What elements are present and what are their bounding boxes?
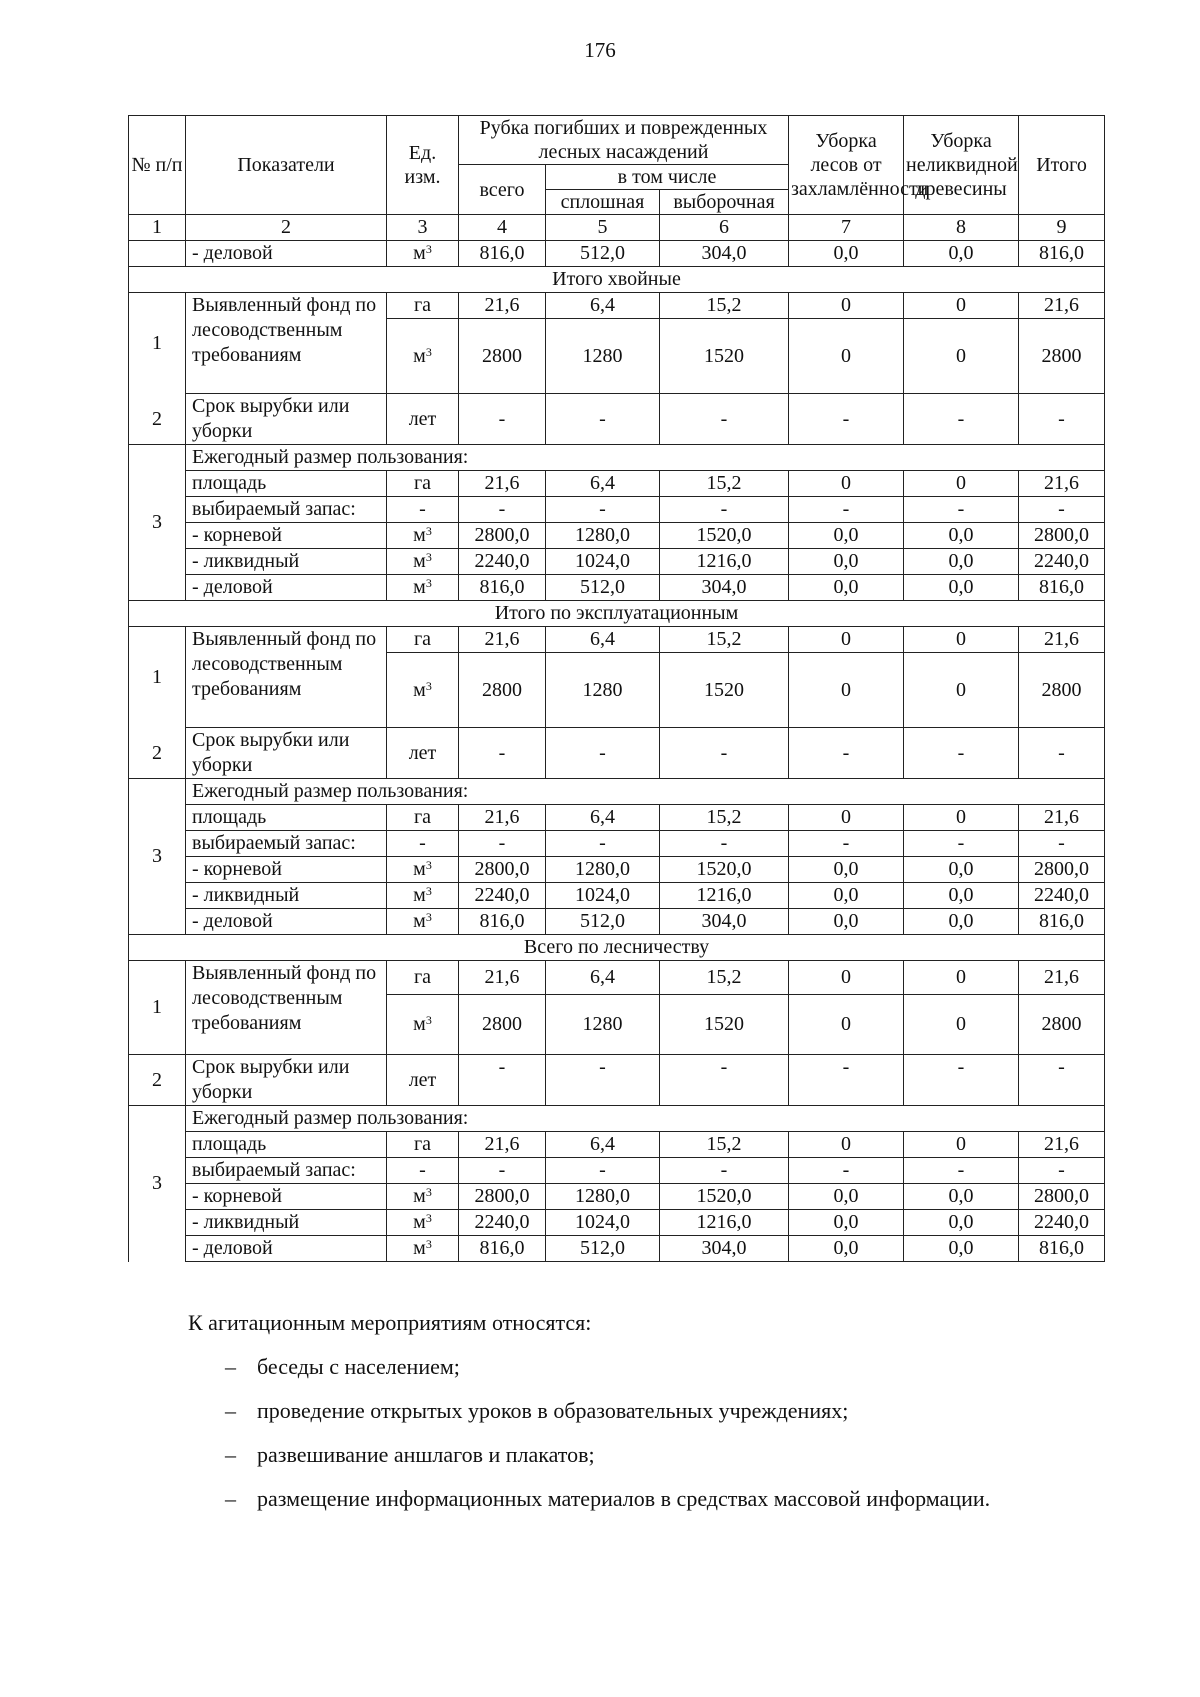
- table-row: [129, 1106, 1105, 1132]
- table-row: [129, 293, 1105, 319]
- forest-use-table: [128, 115, 1105, 1262]
- value-cell: 0: [904, 805, 1019, 831]
- col-num: 9: [1019, 215, 1105, 241]
- section-title: Итого по эксплуатационным: [129, 601, 1105, 627]
- value-cell: 15,2: [660, 961, 789, 995]
- list-item: – размещение информационных материалов в средствах массовой информации.: [225, 1486, 991, 1511]
- value-cell: 15,2: [660, 1132, 789, 1158]
- row-label: выбираемый запас:: [186, 1158, 387, 1184]
- unit-cell: лет: [387, 1055, 459, 1106]
- value-cell: 1520,0: [660, 523, 789, 549]
- value-cell: 304,0: [660, 1236, 789, 1262]
- value-cell: 2240,0: [1019, 549, 1105, 575]
- value-cell: 21,6: [1019, 471, 1105, 497]
- value-cell: 21,6: [459, 961, 546, 995]
- value-cell: 6,4: [546, 961, 660, 995]
- table-row: [129, 805, 1105, 831]
- value-cell: -: [904, 1055, 1019, 1106]
- value-cell: 0: [789, 995, 904, 1055]
- unit-cell: $м^3$: [387, 1236, 459, 1262]
- unit-cell: лет: [387, 728, 459, 779]
- row-number: [129, 293, 186, 445]
- table-row: [129, 1158, 1105, 1184]
- row-label: Срок вырубки или уборки: [186, 728, 387, 779]
- row-label: площадь: [186, 471, 387, 497]
- value-cell: -: [660, 728, 789, 779]
- row-number: 2: [152, 742, 162, 764]
- value-cell: -: [660, 394, 789, 445]
- row-number: 3: [129, 1106, 186, 1262]
- value-cell: 1280,0: [546, 857, 660, 883]
- value-cell: -: [546, 497, 660, 523]
- table-row: [129, 857, 1105, 883]
- value-cell: 6,4: [546, 471, 660, 497]
- header-clear: сплошная: [546, 190, 660, 215]
- value-cell: 304,0: [660, 909, 789, 935]
- unit-cell: га: [387, 805, 459, 831]
- value-cell: 0: [789, 627, 904, 653]
- value-cell: -: [1019, 1055, 1105, 1106]
- value-cell: 2240,0: [459, 1210, 546, 1236]
- unit-cell: га: [387, 1132, 459, 1158]
- row-label: - деловой: [186, 1236, 387, 1262]
- row-label: - деловой: [186, 575, 387, 601]
- value-cell: -: [660, 1158, 789, 1184]
- value-cell: 6,4: [546, 293, 660, 319]
- table-row: [129, 779, 1105, 805]
- value-cell: -: [904, 831, 1019, 857]
- value-cell: 816,0: [459, 575, 546, 601]
- value-cell: -: [546, 394, 660, 445]
- table-row: [129, 1184, 1105, 1210]
- col-num: 7: [789, 215, 904, 241]
- unit-cell: лет: [387, 394, 459, 445]
- value-cell: 816,0: [1019, 575, 1105, 601]
- value-cell: 0,0: [789, 1236, 904, 1262]
- unit-cell: $м^3$: [387, 857, 459, 883]
- value-cell: 1280,0: [546, 1184, 660, 1210]
- value-cell: 0,0: [904, 883, 1019, 909]
- value-cell: 6,4: [546, 627, 660, 653]
- header-unit: Ед. изм.: [387, 116, 459, 215]
- value-cell: 0: [789, 653, 904, 728]
- value-cell: -: [660, 497, 789, 523]
- value-cell: 1280: [546, 995, 660, 1055]
- value-cell: -: [789, 831, 904, 857]
- value-cell: 0,0: [904, 857, 1019, 883]
- value-cell: 15,2: [660, 805, 789, 831]
- value-cell: 21,6: [459, 1132, 546, 1158]
- table-row: [129, 728, 1105, 779]
- section-row: [129, 601, 1105, 627]
- value-cell: 21,6: [1019, 805, 1105, 831]
- value-cell: -: [660, 831, 789, 857]
- bullet-list: [225, 1352, 990, 1528]
- table-row: [129, 1210, 1105, 1236]
- value-cell: 1216,0: [660, 883, 789, 909]
- section-row: [129, 267, 1105, 293]
- header-cleanup: Уборка лесов от захламлённости: [789, 116, 904, 215]
- value-cell: 1520: [660, 995, 789, 1055]
- unit-cell: $м^3$: [387, 653, 459, 728]
- value-cell: 2240,0: [1019, 883, 1105, 909]
- unit-cell: га: [387, 471, 459, 497]
- value-cell: 0,0: [789, 883, 904, 909]
- value-cell: -: [789, 497, 904, 523]
- value-cell: 0: [789, 805, 904, 831]
- value-cell: 304,0: [660, 241, 789, 267]
- row-label: Ежегодный размер пользования:: [186, 1106, 1105, 1132]
- header-felling: Рубка погибших и поврежденных лесных насаждений: [459, 116, 789, 165]
- value-cell: 0,0: [904, 909, 1019, 935]
- value-cell: -: [1019, 1158, 1105, 1184]
- value-cell: 1520: [660, 653, 789, 728]
- table-row: [129, 445, 1105, 471]
- row-label: выбираемый запас:: [186, 831, 387, 857]
- unit-cell: $м^3$: [387, 883, 459, 909]
- row-label: - деловой: [186, 241, 387, 267]
- value-cell: 15,2: [660, 627, 789, 653]
- row-label: Выявленный фонд по лесоводственным требованиям: [186, 293, 387, 394]
- table-row: [129, 497, 1105, 523]
- value-cell: -: [459, 1055, 546, 1106]
- value-cell: 21,6: [459, 805, 546, 831]
- list-item: – развешивание аншлагов и плакатов;: [225, 1442, 595, 1467]
- value-cell: -: [904, 1158, 1019, 1184]
- value-cell: 21,6: [1019, 293, 1105, 319]
- section-title: Итого хвойные: [129, 267, 1105, 293]
- value-cell: 1024,0: [546, 549, 660, 575]
- column-numbers-row: [129, 215, 1105, 241]
- row-label: Ежегодный размер пользования:: [186, 779, 1105, 805]
- table-row: [129, 883, 1105, 909]
- value-cell: 1520,0: [660, 857, 789, 883]
- value-cell: 21,6: [1019, 961, 1105, 995]
- row-number: 3: [129, 779, 186, 935]
- value-cell: 2800,0: [1019, 1184, 1105, 1210]
- row-number: 1: [152, 332, 162, 354]
- value-cell: 0,0: [904, 1184, 1019, 1210]
- value-cell: 816,0: [459, 241, 546, 267]
- unit-cell: $м^3$: [387, 241, 459, 267]
- value-cell: 0,0: [904, 241, 1019, 267]
- value-cell: 2800: [1019, 653, 1105, 728]
- row-label: Срок вырубки или уборки: [186, 394, 387, 445]
- value-cell: 1280: [546, 653, 660, 728]
- value-cell: 6,4: [546, 1132, 660, 1158]
- value-cell: 15,2: [660, 293, 789, 319]
- row-label: - деловой: [186, 909, 387, 935]
- col-num: 1: [129, 215, 186, 241]
- row-number: 1: [129, 961, 186, 1055]
- value-cell: 21,6: [1019, 1132, 1105, 1158]
- value-cell: -: [1019, 728, 1105, 779]
- value-cell: 2240,0: [459, 883, 546, 909]
- row-label: - корневой: [186, 1184, 387, 1210]
- table-row: [129, 241, 1105, 267]
- unit-cell: $м^3$: [387, 319, 459, 394]
- row-number: [129, 627, 186, 779]
- value-cell: 0,0: [789, 909, 904, 935]
- table-row: [129, 575, 1105, 601]
- header-indicators: Показатели: [186, 116, 387, 215]
- row-label: Срок вырубки или уборки: [186, 1055, 387, 1106]
- value-cell: 0: [789, 471, 904, 497]
- value-cell: 0: [904, 961, 1019, 995]
- header-itogo: Итого: [1019, 116, 1105, 215]
- value-cell: 0: [904, 319, 1019, 394]
- header-total: всего: [459, 165, 546, 215]
- value-cell: -: [789, 728, 904, 779]
- col-num: 5: [546, 215, 660, 241]
- row-label: Ежегодный размер пользования:: [186, 445, 1105, 471]
- value-cell: 0: [904, 1132, 1019, 1158]
- value-cell: 1024,0: [546, 1210, 660, 1236]
- row-label: - корневой: [186, 857, 387, 883]
- value-cell: 2800,0: [459, 857, 546, 883]
- value-cell: 0: [789, 319, 904, 394]
- row-label: - ликвидный: [186, 1210, 387, 1236]
- header-including: в том числе: [546, 165, 789, 190]
- value-cell: -: [904, 394, 1019, 445]
- value-cell: 0,0: [789, 857, 904, 883]
- value-cell: 0,0: [789, 549, 904, 575]
- value-cell: 21,6: [459, 627, 546, 653]
- list-item: – проведение открытых уроков в образовательных учреждениях;: [225, 1398, 849, 1423]
- value-cell: 0: [904, 653, 1019, 728]
- value-cell: -: [546, 1055, 660, 1106]
- value-cell: 0: [904, 627, 1019, 653]
- col-num: 8: [904, 215, 1019, 241]
- value-cell: 0: [904, 471, 1019, 497]
- value-cell: 1520: [660, 319, 789, 394]
- value-cell: -: [387, 497, 459, 523]
- value-cell: 15,2: [660, 471, 789, 497]
- col-num: 6: [660, 215, 789, 241]
- table-row: [129, 1055, 1105, 1106]
- row-number: 2: [129, 1055, 186, 1106]
- header-illiquid: Уборка неликвидной древесины: [904, 116, 1019, 215]
- value-cell: 1216,0: [660, 1210, 789, 1236]
- table-row: [129, 549, 1105, 575]
- unit-cell: $м^3$: [387, 549, 459, 575]
- list-item: – беседы с населением;: [225, 1354, 460, 1379]
- table-row: [129, 1132, 1105, 1158]
- unit-cell: $м^3$: [387, 995, 459, 1055]
- row-label: выбираемый запас:: [186, 497, 387, 523]
- value-cell: -: [789, 1158, 904, 1184]
- value-cell: -: [459, 497, 546, 523]
- table-row: [129, 961, 1105, 995]
- value-cell: 2800,0: [1019, 523, 1105, 549]
- paragraph: К агитационным мероприятиям относятся:: [188, 1310, 592, 1335]
- value-cell: -: [546, 831, 660, 857]
- value-cell: -: [1019, 831, 1105, 857]
- value-cell: 0,0: [789, 523, 904, 549]
- col-num: 3: [387, 215, 459, 241]
- value-cell: 2800,0: [459, 1184, 546, 1210]
- value-cell: 2800: [459, 653, 546, 728]
- value-cell: 2800,0: [1019, 857, 1105, 883]
- unit-cell: $м^3$: [387, 1210, 459, 1236]
- value-cell: -: [546, 728, 660, 779]
- value-cell: 2800: [459, 995, 546, 1055]
- value-cell: 1280,0: [546, 523, 660, 549]
- col-num: 2: [186, 215, 387, 241]
- section-title: Всего по лесничеству: [129, 935, 1105, 961]
- value-cell: 0,0: [789, 575, 904, 601]
- value-cell: 21,6: [459, 293, 546, 319]
- value-cell: 0: [789, 1132, 904, 1158]
- value-cell: 2800: [1019, 995, 1105, 1055]
- row-label: Выявленный фонд по лесоводственным требованиям: [186, 627, 387, 728]
- value-cell: 6,4: [546, 805, 660, 831]
- unit-cell: $м^3$: [387, 523, 459, 549]
- row-number: 1: [152, 666, 162, 688]
- value-cell: -: [789, 394, 904, 445]
- value-cell: 2800,0: [459, 523, 546, 549]
- table-row: [129, 1236, 1105, 1262]
- value-cell: -: [904, 728, 1019, 779]
- value-cell: -: [660, 1055, 789, 1106]
- value-cell: 0,0: [904, 549, 1019, 575]
- value-cell: 0: [789, 293, 904, 319]
- value-cell: 512,0: [546, 575, 660, 601]
- value-cell: -: [459, 394, 546, 445]
- value-cell: 304,0: [660, 575, 789, 601]
- value-cell: 816,0: [459, 1236, 546, 1262]
- value-cell: 816,0: [1019, 909, 1105, 935]
- value-cell: 21,6: [1019, 627, 1105, 653]
- row-label: - корневой: [186, 523, 387, 549]
- value-cell: 1024,0: [546, 883, 660, 909]
- row-label: площадь: [186, 1132, 387, 1158]
- value-cell: 1520,0: [660, 1184, 789, 1210]
- value-cell: -: [546, 1158, 660, 1184]
- section-row: [129, 935, 1105, 961]
- row-label: площадь: [186, 805, 387, 831]
- page-number: 176: [584, 38, 616, 62]
- value-cell: 0: [789, 961, 904, 995]
- row-label: - ликвидный: [186, 883, 387, 909]
- unit-cell: га: [387, 961, 459, 995]
- unit-cell: $м^3$: [387, 909, 459, 935]
- value-cell: 2800: [459, 319, 546, 394]
- value-cell: -: [459, 1158, 546, 1184]
- value-cell: 1216,0: [660, 549, 789, 575]
- value-cell: 512,0: [546, 1236, 660, 1262]
- value-cell: 0,0: [789, 1184, 904, 1210]
- value-cell: 512,0: [546, 909, 660, 935]
- value-cell: -: [459, 831, 546, 857]
- value-cell: -: [387, 1158, 459, 1184]
- value-cell: -: [459, 728, 546, 779]
- value-cell: 2240,0: [1019, 1210, 1105, 1236]
- row-number: 3: [129, 445, 186, 601]
- value-cell: -: [1019, 497, 1105, 523]
- table-row: [129, 471, 1105, 497]
- unit-cell: га: [387, 627, 459, 653]
- unit-cell: $м^3$: [387, 1184, 459, 1210]
- table-row: [129, 831, 1105, 857]
- value-cell: 0,0: [904, 1236, 1019, 1262]
- value-cell: 0,0: [904, 523, 1019, 549]
- value-cell: -: [904, 497, 1019, 523]
- value-cell: -: [789, 1055, 904, 1106]
- value-cell: 0,0: [904, 575, 1019, 601]
- value-cell: 816,0: [459, 909, 546, 935]
- value-cell: -: [1019, 394, 1105, 445]
- value-cell: 2800: [1019, 319, 1105, 394]
- value-cell: 2240,0: [459, 549, 546, 575]
- value-cell: 0: [904, 293, 1019, 319]
- value-cell: 816,0: [1019, 1236, 1105, 1262]
- value-cell: 512,0: [546, 241, 660, 267]
- value-cell: 0,0: [789, 1210, 904, 1236]
- value-cell: 0,0: [904, 1210, 1019, 1236]
- table-row: [129, 394, 1105, 445]
- header-num: № п/п: [129, 116, 186, 215]
- col-num: 4: [459, 215, 546, 241]
- value-cell: 1280: [546, 319, 660, 394]
- table-row: [129, 627, 1105, 653]
- value-cell: 816,0: [1019, 241, 1105, 267]
- header-selective: выборочная: [660, 190, 789, 215]
- value-cell: 0,0: [789, 241, 904, 267]
- unit-cell: $м^3$: [387, 575, 459, 601]
- row-label: - ликвидный: [186, 549, 387, 575]
- value-cell: 0: [904, 995, 1019, 1055]
- value-cell: -: [387, 831, 459, 857]
- row-label: Выявленный фонд по лесоводственным требованиям: [186, 961, 387, 1055]
- value-cell: 21,6: [459, 471, 546, 497]
- table-row: [129, 523, 1105, 549]
- table-row: [129, 909, 1105, 935]
- row-number: 2: [152, 408, 162, 430]
- unit-cell: га: [387, 293, 459, 319]
